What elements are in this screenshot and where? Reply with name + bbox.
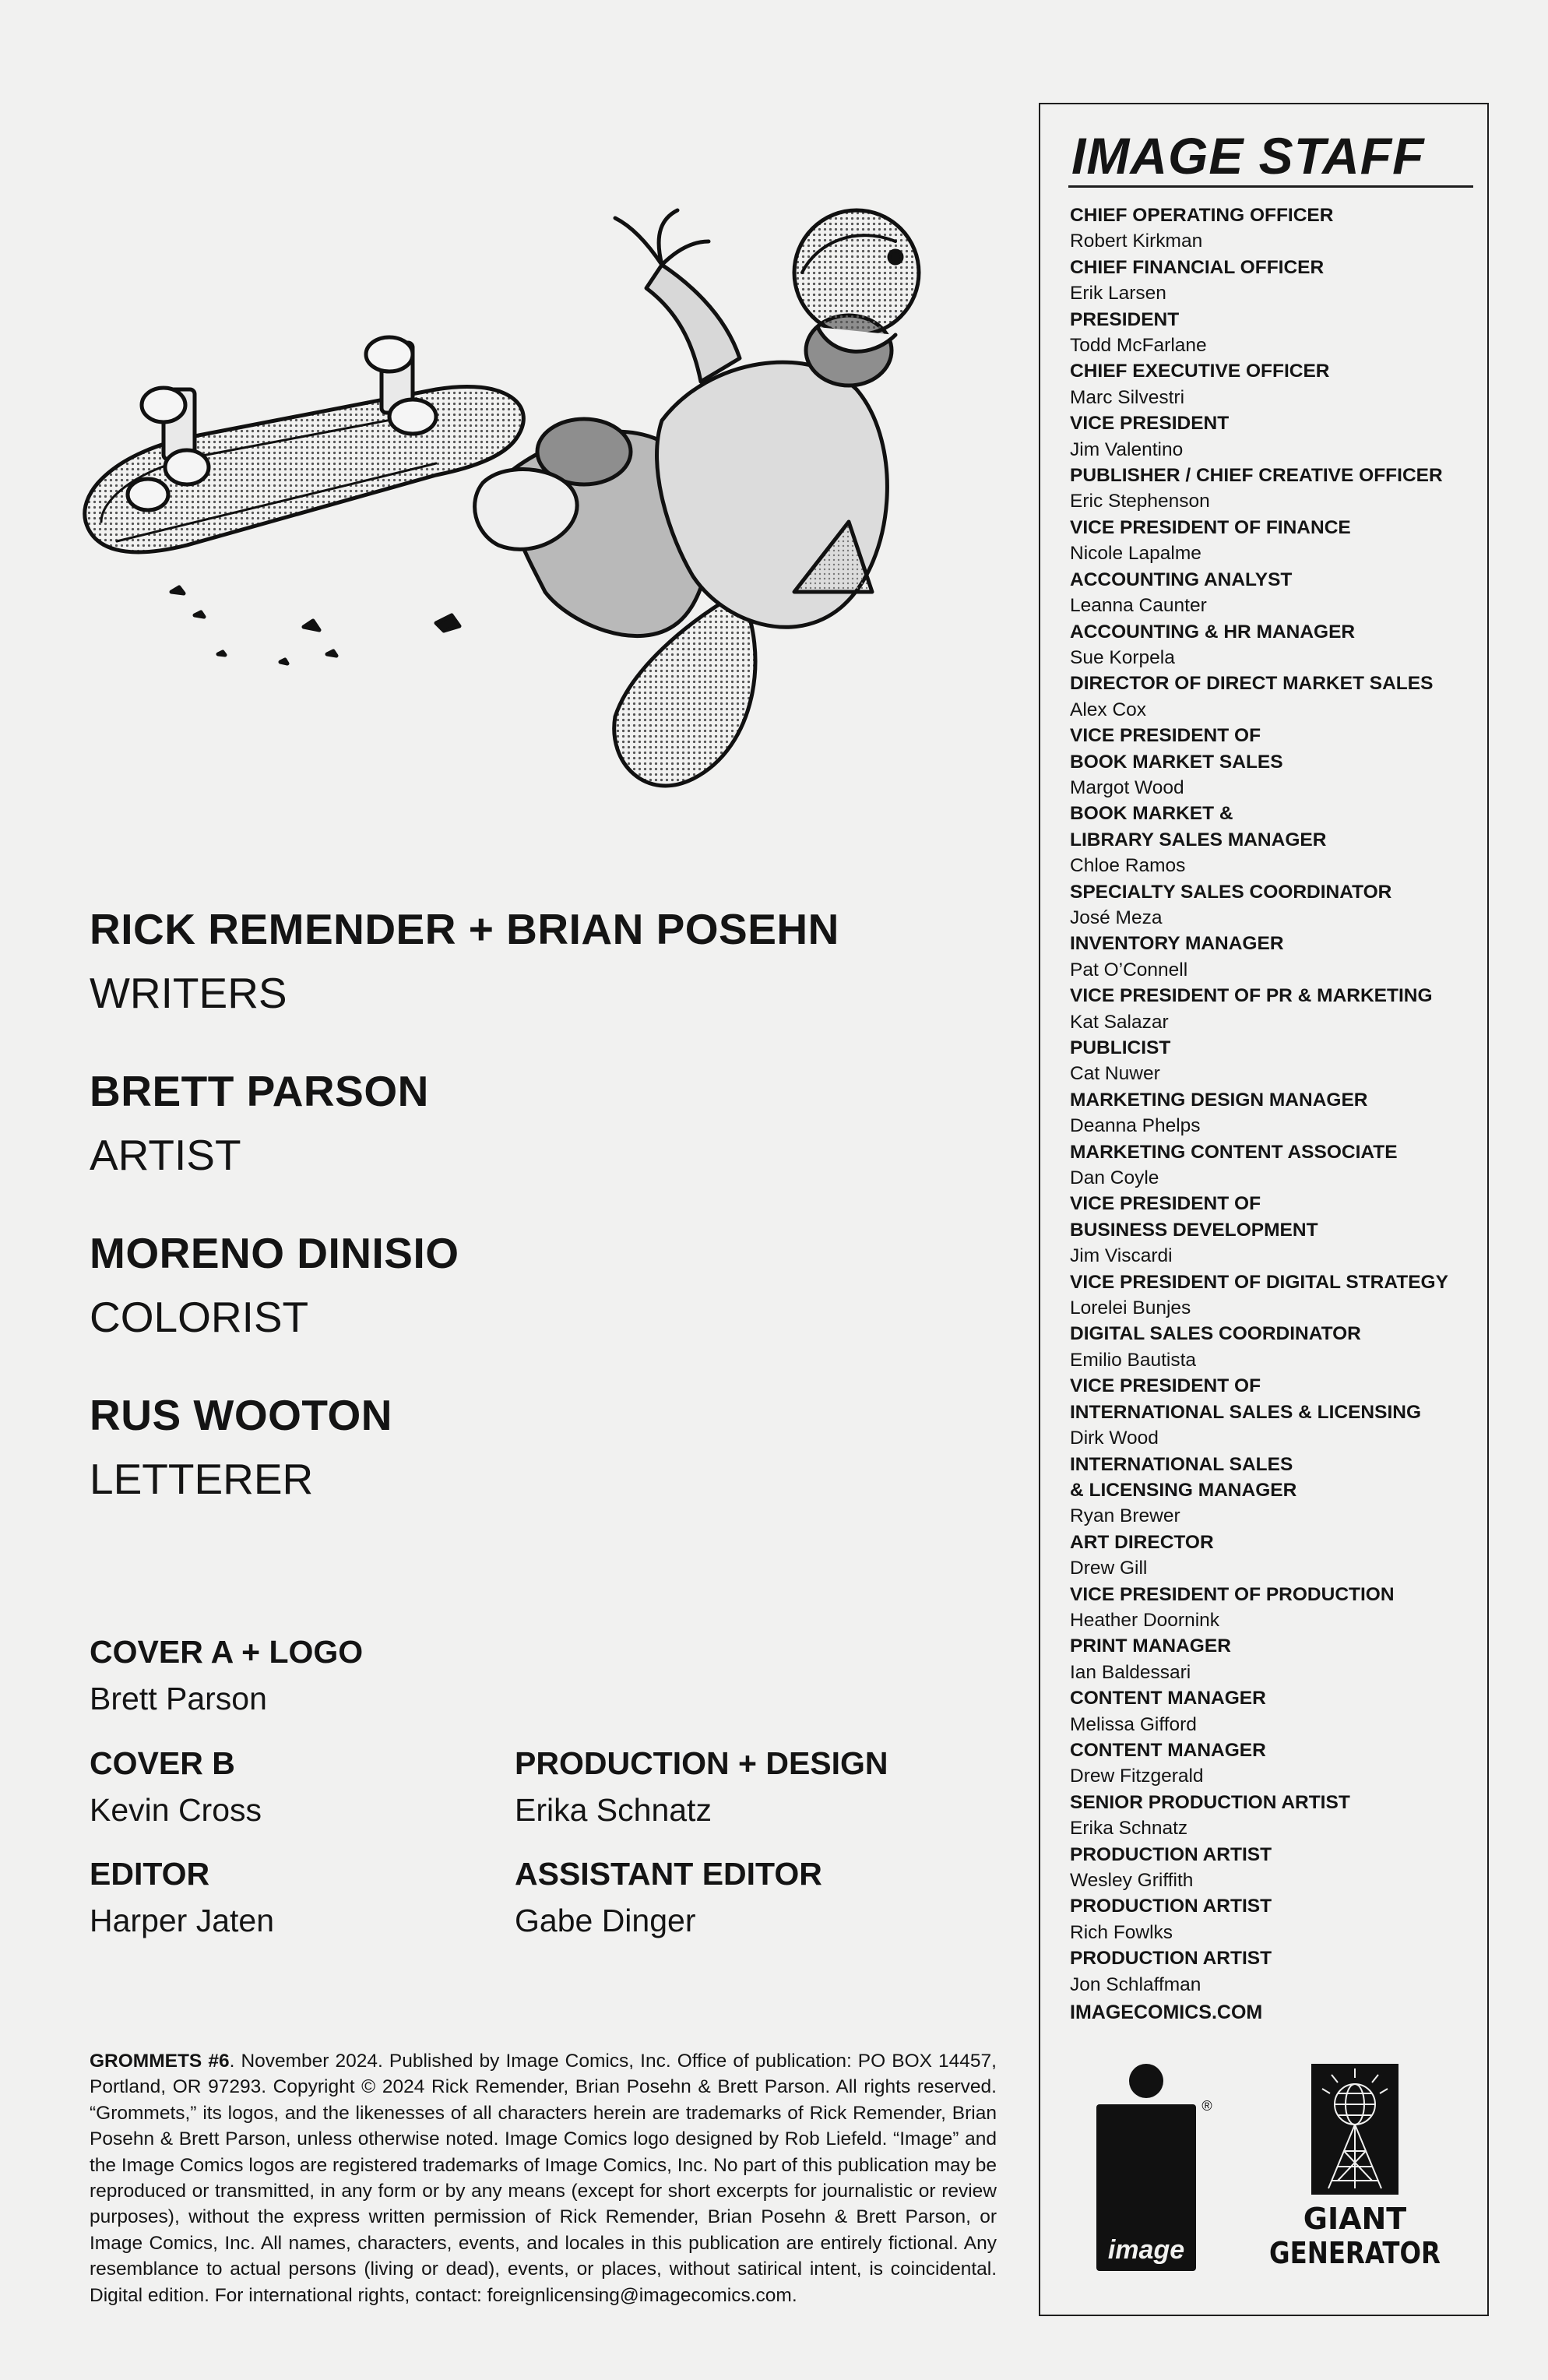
staff-name: Dirk Wood — [1070, 1428, 1159, 1449]
staff-name: Eric Stephenson — [1070, 491, 1210, 512]
credit-name: MORENO DINISIO — [90, 1229, 459, 1277]
credit-name: RICK REMENDER + BRIAN POSEHN — [90, 905, 839, 953]
staff-title: BOOK MARKET SALES — [1070, 751, 1283, 773]
staff-name: Nicole Lapalme — [1070, 543, 1201, 565]
credit-name: BRETT PARSON — [90, 1067, 429, 1115]
staff-name: Marc Silvestri — [1070, 386, 1185, 408]
credit-assistant-editor — [515, 1855, 822, 1939]
legal-indicia — [90, 2048, 997, 2308]
legal-text: . November 2024. Published by Image Comics, Inc. Office of publication: PO BOX 14457, Portland, OR 97293. Copyright © 2024 Rick Remender, Brian Posehn & Brett Parson. All rights reserved. “Grommets,” its logos, and the likenesses of all characters herein are trademarks of Rick Remender, Brian Posehn & Brett Parson, unless otherwise noted. Image Comics logo designed by Rob Liefeld. “Image” and the Image Comics logos are registered trademarks of Image Comics, Inc. No part of this publication may be reproduced or transmitted, in any form or by any means (except for short excerpts for journalistic or review purposes), without the express written permission of Rick Remender, Brian Posehn & Brett Parson, or Image Comics, Inc. All names, characters, events, and locales in this publication are entirely fictional. Any resemblance to actual persons (living or dead), events, or places, without satirical intent, is coincidental. Digital edition. For international rights, contact: foreignlicensing@imagecomics.com. — [90, 2051, 997, 2306]
staff-title: MARKETING DESIGN MANAGER — [1070, 1089, 1368, 1111]
staff-title: PUBLICIST — [1070, 1037, 1171, 1058]
secondary-credit-name: Harper Jaten — [90, 1903, 275, 1938]
giant-generator-line1: GIANT — [1303, 2202, 1407, 2236]
secondary-credit-title: COVER B — [90, 1745, 235, 1781]
staff-name: Jim Valentino — [1070, 438, 1184, 460]
staff-title: SPECIALTY SALES COORDINATOR — [1070, 881, 1392, 903]
staff-name: Drew Fitzgerald — [1070, 1766, 1204, 1787]
legal-title: GROMMETS #6 — [90, 2051, 230, 2072]
staff-title: CONTENT MANAGER — [1070, 1688, 1266, 1709]
staff-name: Ian Baldessari — [1070, 1661, 1191, 1683]
staff-title: VICE PRESIDENT — [1070, 413, 1230, 435]
staff-name: Kat Salazar — [1070, 1011, 1169, 1033]
staff-name: Dan Coyle — [1070, 1167, 1159, 1189]
secondary-credit-title: PRODUCTION + DESIGN — [515, 1745, 888, 1781]
giant-generator-line2: GENERATOR — [1269, 2236, 1441, 2270]
credit-colorist — [90, 1227, 985, 1389]
credit-cover-a — [90, 1633, 363, 1717]
credit-role: WRITERS — [90, 969, 287, 1017]
staff-title: PRODUCTION ARTIST — [1070, 1948, 1272, 1970]
staff-name: Rich Fowlks — [1070, 1921, 1173, 1943]
secondary-credit-name: Brett Parson — [90, 1681, 267, 1716]
secondary-credit-title: ASSISTANT EDITOR — [515, 1856, 822, 1892]
staff-title: BOOK MARKET & — [1070, 803, 1233, 825]
staff-title: CHIEF EXECUTIVE OFFICER — [1070, 361, 1330, 382]
staff-title: CHIEF OPERATING OFFICER — [1070, 205, 1334, 226]
credit-writers — [90, 903, 985, 1065]
secondary-credit-title: COVER A + LOGO — [90, 1634, 364, 1670]
staff-title: BUSINESS DEVELOPMENT — [1070, 1219, 1318, 1241]
staff-name: Todd McFarlane — [1070, 335, 1207, 357]
staff-name: José Meza — [1070, 907, 1163, 928]
staff-name: Heather Doornink — [1070, 1609, 1220, 1631]
staff-title: & LICENSING MANAGER — [1070, 1479, 1297, 1501]
staff-title: VICE PRESIDENT OF PR & MARKETING — [1070, 985, 1433, 1007]
credit-production-design — [515, 1745, 888, 1829]
staff-title: PRESIDENT — [1070, 308, 1180, 330]
staff-title: VICE PRESIDENT OF FINANCE — [1070, 516, 1351, 538]
staff-name: Alex Cox — [1070, 699, 1147, 720]
staff-name: Lorelei Bunjes — [1070, 1297, 1191, 1319]
staff-title: VICE PRESIDENT OF PRODUCTION — [1070, 1583, 1395, 1605]
secondary-credit-name: Erika Schnatz — [515, 1792, 712, 1828]
staff-name: Melissa Gifford — [1070, 1713, 1197, 1735]
staff-title: MARKETING CONTENT ASSOCIATE — [1070, 1141, 1398, 1163]
credit-role: ARTIST — [90, 1131, 241, 1179]
credit-name: RUS WOOTON — [90, 1391, 392, 1439]
staff-list — [1070, 202, 1483, 1998]
staff-name: Cat Nuwer — [1070, 1063, 1160, 1085]
staff-name: Erika Schnatz — [1070, 1818, 1188, 1840]
credit-letterer — [90, 1389, 985, 1551]
image-logo-wordmark: image — [1107, 2235, 1185, 2265]
staff-title: CONTENT MANAGER — [1070, 1739, 1266, 1761]
staff-title: VICE PRESIDENT OF DIGITAL STRATEGY — [1070, 1271, 1448, 1293]
staff-name: Jim Viscardi — [1070, 1245, 1173, 1267]
staff-divider — [1068, 185, 1473, 188]
staff-title: PRODUCTION ARTIST — [1070, 1843, 1272, 1865]
staff-name: Leanna Caunter — [1070, 595, 1207, 617]
staff-title: INTERNATIONAL SALES — [1070, 1453, 1293, 1475]
staff-name: Margot Wood — [1070, 776, 1184, 798]
staff-title: ACCOUNTING ANALYST — [1070, 569, 1293, 590]
staff-title: DIRECTOR OF DIRECT MARKET SALES — [1070, 673, 1434, 695]
staff-title: VICE PRESIDENT OF — [1070, 1375, 1261, 1397]
registered-mark: ® — [1201, 2098, 1212, 2114]
staff-name: Wesley Griffith — [1070, 1870, 1194, 1891]
image-staff-box — [1039, 103, 1489, 2316]
staff-title: CHIEF FINANCIAL OFFICER — [1070, 256, 1325, 278]
credit-editor — [90, 1855, 274, 1939]
staff-title: VICE PRESIDENT OF — [1070, 725, 1261, 747]
main-credits — [90, 903, 985, 1551]
staff-title: PUBLISHER / CHIEF CREATIVE OFFICER — [1070, 465, 1443, 487]
staff-title: PRINT MANAGER — [1070, 1635, 1231, 1657]
image-comics-logo — [1096, 2064, 1213, 2274]
credit-role: COLORIST — [90, 1293, 309, 1341]
secondary-credit-title: EDITOR — [90, 1856, 210, 1892]
staff-title: SENIOR PRODUCTION ARTIST — [1070, 1791, 1350, 1813]
giant-generator-logo — [1266, 2064, 1445, 2274]
staff-title: INTERNATIONAL SALES & LICENSING — [1070, 1401, 1422, 1423]
staff-title: LIBRARY SALES MANAGER — [1070, 829, 1327, 850]
staff-name: Deanna Phelps — [1070, 1115, 1201, 1137]
staff-title: ART DIRECTOR — [1070, 1531, 1214, 1553]
credit-cover-b — [90, 1745, 262, 1829]
staff-title: ACCOUNTING & HR MANAGER — [1070, 621, 1356, 643]
staff-title: DIGITAL SALES COORDINATOR — [1070, 1323, 1361, 1345]
staff-name: Emilio Bautista — [1070, 1349, 1197, 1371]
credit-role: LETTERER — [90, 1455, 314, 1503]
secondary-credit-name: Kevin Cross — [90, 1792, 262, 1828]
staff-heading: IMAGE STAFF — [1071, 127, 1425, 185]
staff-name: Sue Korpela — [1070, 646, 1175, 668]
staff-title: VICE PRESIDENT OF — [1070, 1193, 1261, 1215]
website-link[interactable]: IMAGECOMICS.COM — [1070, 2002, 1263, 2023]
staff-name: Jon Schlaffman — [1070, 1973, 1201, 1995]
staff-title: INVENTORY MANAGER — [1070, 933, 1284, 955]
staff-name: Erik Larsen — [1070, 283, 1166, 305]
staff-name: Drew Gill — [1070, 1558, 1148, 1579]
staff-name: Pat O’Connell — [1070, 959, 1188, 981]
staff-name: Ryan Brewer — [1070, 1505, 1180, 1527]
staff-name: Chloe Ramos — [1070, 855, 1186, 877]
skateboarder-illustration — [70, 156, 958, 794]
staff-title: PRODUCTION ARTIST — [1070, 1896, 1272, 1917]
credit-artist — [90, 1065, 985, 1227]
staff-name: Robert Kirkman — [1070, 231, 1203, 252]
secondary-credit-name: Gabe Dinger — [515, 1903, 696, 1938]
